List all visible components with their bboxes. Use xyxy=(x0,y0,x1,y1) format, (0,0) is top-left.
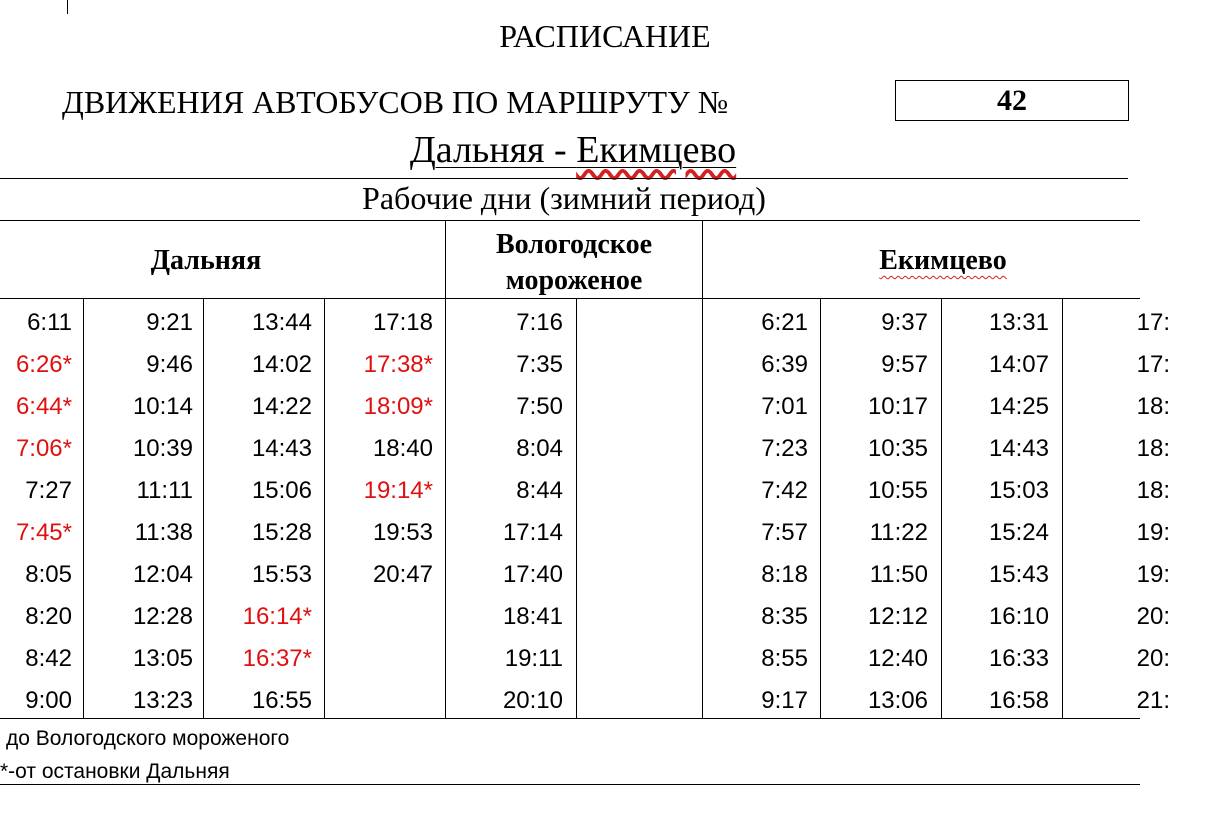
schedule-cell: 20: xyxy=(1136,645,1170,672)
period-label: Рабочие дни (зимний период) xyxy=(362,180,766,216)
column-header-ekimtsevo xyxy=(868,245,1018,277)
schedule-cell: 7:57 xyxy=(761,519,808,546)
schedule-cell: 16:55 xyxy=(251,687,312,714)
schedule-cell: 19:11 xyxy=(504,645,563,672)
schedule-cell: 13:44 xyxy=(251,309,312,336)
schedule-cell: 15:53 xyxy=(251,561,312,588)
route-name-text: Дальняя - Екимцево xyxy=(409,129,737,171)
schedule-cell: 16:14* xyxy=(242,603,312,630)
schedule-cell: 9:21 xyxy=(146,309,193,336)
schedule-cell: 13:06 xyxy=(867,687,928,714)
schedule-cell: 8:18 xyxy=(761,561,808,588)
schedule-cell: 6:39 xyxy=(761,351,808,378)
schedule-cell: 14:22 xyxy=(251,393,312,420)
schedule-cell: 18: xyxy=(1136,393,1170,420)
column-header-ekimtsevo-text: Екимцево xyxy=(879,245,1007,276)
schedule-cell: 12:12 xyxy=(867,603,928,630)
schedule-cell: 19: xyxy=(1136,519,1170,546)
schedule-cell: 8:42 xyxy=(25,645,72,672)
schedule-cell: 19:53 xyxy=(372,519,433,546)
schedule-cell: 8:35 xyxy=(761,603,808,630)
schedule-cell: 9:17 xyxy=(761,687,808,714)
schedule-cell: 12:04 xyxy=(132,561,193,588)
column-header-dalnyaya: Дальняя xyxy=(150,245,262,276)
schedule-cell: 9:46 xyxy=(146,351,193,378)
schedule-cell: 7:16 xyxy=(516,309,563,336)
footnote-dalnyaya: *-от остановки Дальняя xyxy=(0,760,230,783)
schedule-cell: 14:43 xyxy=(251,435,312,462)
schedule-cell: 19: xyxy=(1136,561,1170,588)
schedule-cell: 14:25 xyxy=(988,393,1049,420)
schedule-cell: 8:44 xyxy=(516,477,563,504)
schedule-cell: 21: xyxy=(1136,687,1170,714)
schedule-cell: 17:38* xyxy=(363,351,433,378)
schedule-cell: 12:28 xyxy=(132,603,193,630)
schedule-cell: 16:33 xyxy=(988,645,1049,672)
schedule-cell: 20:10 xyxy=(502,687,563,714)
schedule-cell: 17:40 xyxy=(502,561,563,588)
schedule-cell: 13:31 xyxy=(988,309,1049,336)
schedule-cell: 10:17 xyxy=(867,393,928,420)
period-row-border xyxy=(0,220,1140,221)
schedule-cell: 17: xyxy=(1136,351,1170,378)
schedule-cell: 12:40 xyxy=(867,645,928,672)
schedule-cell: 7:45* xyxy=(15,519,72,546)
schedule-cell: 15:43 xyxy=(988,561,1049,588)
schedule-cell: 7:06* xyxy=(15,435,72,462)
schedule-cell: 11:11 xyxy=(136,477,193,504)
schedule-cell: 9:57 xyxy=(881,351,928,378)
schedule-cell: 17:18 xyxy=(372,309,433,336)
schedule-cell: 15:03 xyxy=(988,477,1049,504)
schedule-subtitle: ДВИЖЕНИЯ АВТОБУСОВ ПО МАРШРУТУ № xyxy=(62,84,729,120)
schedule-cell: 6:44* xyxy=(15,393,72,420)
schedule-cell: 20:47 xyxy=(372,561,433,588)
schedule-cell: 20: xyxy=(1136,603,1170,630)
schedule-cell: 7:27 xyxy=(25,477,72,504)
schedule-cell: 11:22 xyxy=(869,519,928,546)
schedule-cell: 15:24 xyxy=(988,519,1049,546)
schedule-cell: 10:39 xyxy=(132,435,193,462)
schedule-cell: 13:05 xyxy=(132,645,193,672)
schedule-cell: 14:02 xyxy=(251,351,312,378)
schedule-cell: 8:55 xyxy=(761,645,808,672)
column-header-vologda: Вологодское мороженое xyxy=(495,229,652,296)
schedule-cell: 18: xyxy=(1136,435,1170,462)
schedule-title: РАСПИСАНИЕ xyxy=(499,18,711,54)
schedule-cell: 6:21 xyxy=(761,309,808,336)
schedule-cell: 16:37* xyxy=(242,645,312,672)
schedule-cell: 7:50 xyxy=(516,393,563,420)
schedule-cell: 17:14 xyxy=(502,519,563,546)
schedule-cell: 15:06 xyxy=(251,477,312,504)
route-name xyxy=(0,128,1146,172)
schedule-cell: 13:23 xyxy=(132,687,193,714)
schedule-cell: 19:14* xyxy=(363,477,433,504)
schedule-cell: 10:14 xyxy=(132,393,193,420)
schedule-cell: 8:20 xyxy=(25,603,72,630)
text-cursor xyxy=(67,0,68,14)
schedule-cell: 11:50 xyxy=(869,561,928,588)
schedule-cell: 14:43 xyxy=(988,435,1049,462)
column-divider xyxy=(576,298,577,718)
schedule-cell: 16:58 xyxy=(988,687,1049,714)
schedule-cell: 18:41 xyxy=(502,603,563,630)
schedule-cell: 9:37 xyxy=(881,309,928,336)
schedule-cell: 8:05 xyxy=(25,561,72,588)
schedule-cell: 14:07 xyxy=(988,351,1049,378)
schedule-cell: 15:28 xyxy=(251,519,312,546)
schedule-cell: 18:09* xyxy=(363,393,433,420)
table-top-border xyxy=(0,178,1128,179)
footnote-vologda: до Вологодского мороженого xyxy=(6,727,290,750)
schedule-cell: 7:23 xyxy=(761,435,808,462)
schedule-cell: 8:04 xyxy=(516,435,563,462)
schedule-cell: 18: xyxy=(1136,477,1170,504)
schedule-cell: 6:26* xyxy=(15,351,72,378)
schedule-cell: 11:38 xyxy=(134,519,193,546)
footnote-bottom-border xyxy=(0,784,1140,785)
schedule-cell: 9:00 xyxy=(25,687,72,714)
schedule-cell: 10:55 xyxy=(867,477,928,504)
schedule-cell: 10:35 xyxy=(867,435,928,462)
schedule-cell: 7:42 xyxy=(761,477,808,504)
schedule-cell: 18:40 xyxy=(372,435,433,462)
schedule-cell: 17: xyxy=(1136,309,1170,336)
route-number-box: 42 xyxy=(895,80,1129,121)
schedule-cell: 7:01 xyxy=(761,393,808,420)
schedule-cell: 16:10 xyxy=(988,603,1049,630)
schedule-cell: 6:11 xyxy=(27,309,72,336)
schedule-cell: 7:35 xyxy=(516,351,563,378)
spellcheck-marked-word: Екимцево xyxy=(576,129,737,171)
